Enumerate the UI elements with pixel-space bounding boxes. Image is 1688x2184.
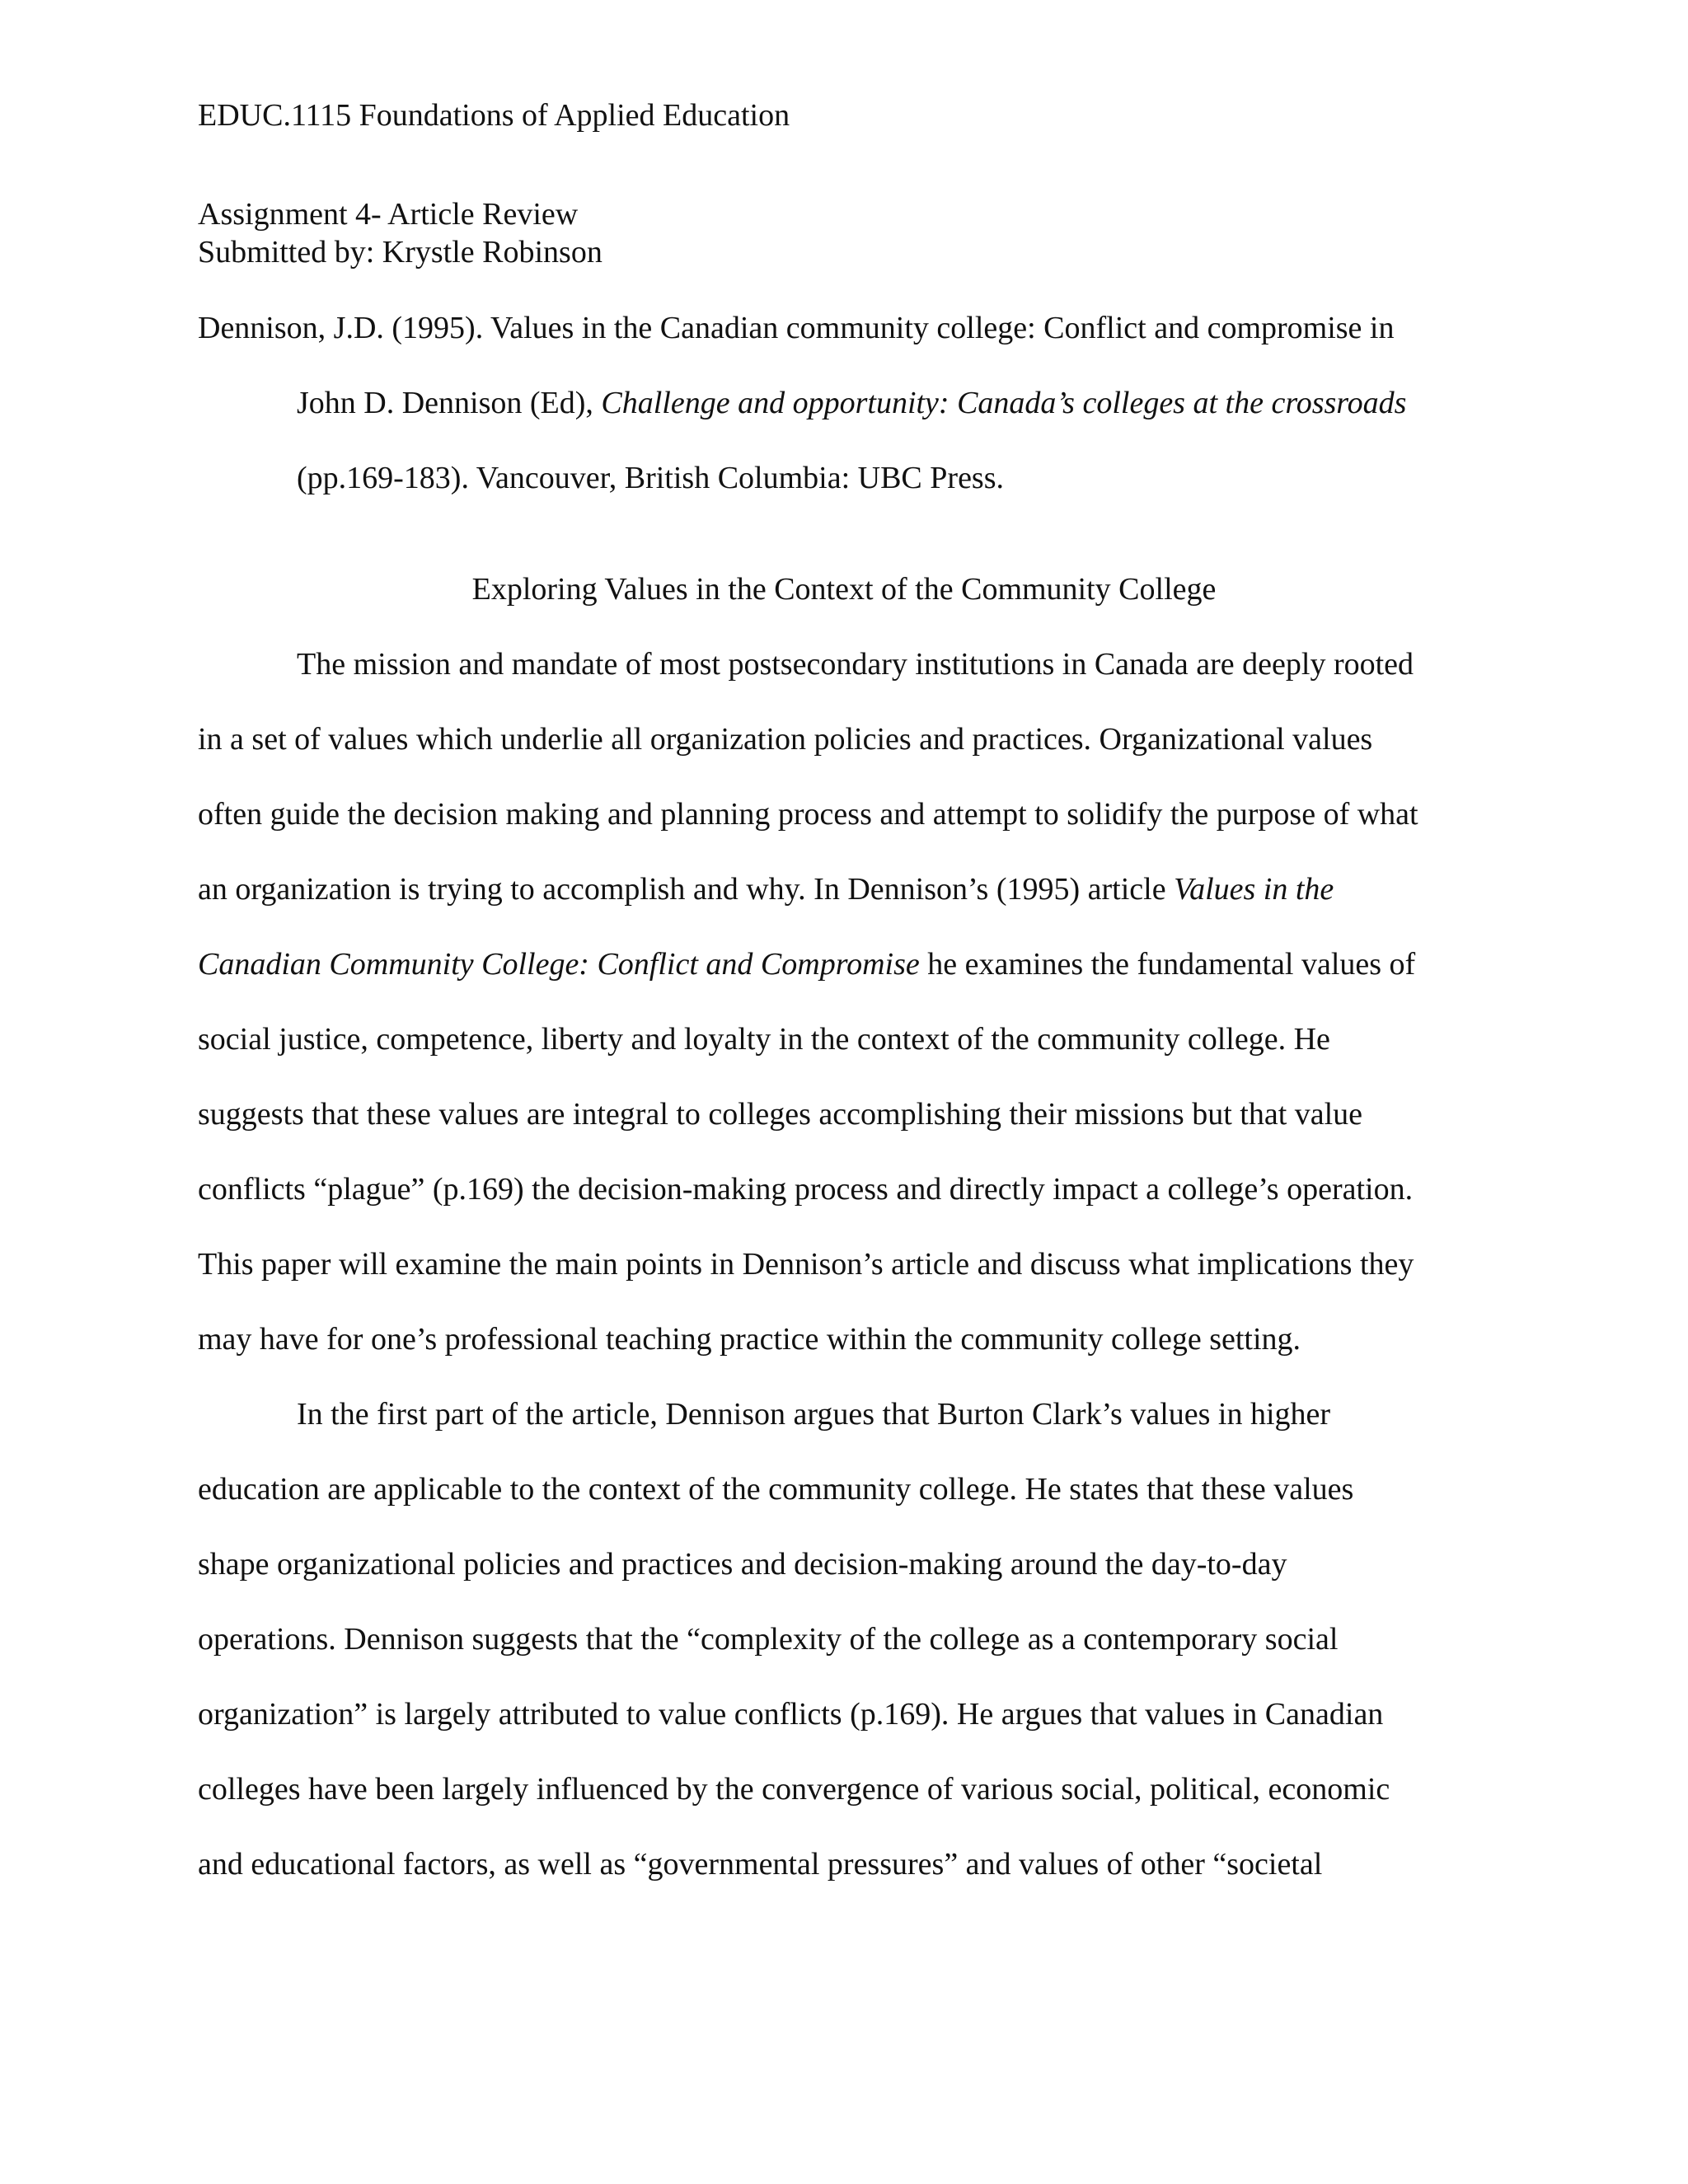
citation-line-1: Dennison, J.D. (1995). Values in the Canadian community college: Conflict and compromise in xyxy=(198,311,1395,345)
paragraph-2-line-4: operations. Dennison suggests that the “complexity of the college as a contemporary social xyxy=(198,1622,1339,1657)
course-title: EDUC.1115 Foundations of Applied Education xyxy=(198,98,790,133)
paragraph-1-line-9: This paper will examine the main points in Dennison’s article and discuss what implications they xyxy=(198,1247,1414,1282)
paragraph-2-line-3: shape organizational policies and practices and decision-making around the day-to-day xyxy=(198,1547,1287,1582)
paragraph-1-line-3: often guide the decision making and planning process and attempt to solidify the purpose of what xyxy=(198,797,1418,832)
citation-line-2 xyxy=(297,385,1406,423)
paragraph-1-line-10: may have for one’s professional teaching practice within the community college setting. xyxy=(198,1322,1301,1357)
article-title-part-2: Canadian Community College: Conflict and Compromise xyxy=(198,947,920,982)
paragraph-2-line-7: and educational factors, as well as “governmental pressures” and values of other “societal xyxy=(198,1847,1323,1882)
submitted-by: Submitted by: Krystle Robinson xyxy=(198,235,603,269)
citation-line-3: (pp.169-183). Vancouver, British Columbia: UBC Press. xyxy=(297,461,1005,495)
paragraph-1-line-4 xyxy=(198,871,1334,909)
paragraph-1-line-7: suggests that these values are integral to colleges accomplishing their missions but that value xyxy=(198,1097,1363,1132)
paragraph-1-line-8: conflicts “plague” (p.169) the decision-making process and directly impact a college’s operation. xyxy=(198,1172,1414,1207)
assignment-title: Assignment 4- Article Review xyxy=(198,197,579,232)
paper-title: Exploring Values in the Context of the Community College xyxy=(471,572,1217,607)
paragraph-2-line-6: colleges have been largely influenced by the convergence of various social, political, economic xyxy=(198,1772,1390,1807)
paragraph-2-line-5: organization” is largely attributed to value conflicts (p.169). He argues that values in Canadian xyxy=(198,1697,1384,1732)
paragraph-1-line-5 xyxy=(198,946,1415,984)
citation-editor: John D. Dennison (Ed), xyxy=(297,386,602,420)
paragraph-1-line-6: social justice, competence, liberty and loyalty in the context of the community college. He xyxy=(198,1022,1330,1057)
paragraph-1-line-5-text: he examines the fundamental values of xyxy=(919,947,1416,982)
paragraph-2-line-1: In the first part of the article, Dennison argues that Burton Clark’s values in higher xyxy=(297,1397,1331,1432)
paragraph-1-line-1: The mission and mandate of most postsecondary institutions in Canada are deeply rooted xyxy=(297,647,1414,682)
paragraph-1-line-2: in a set of values which underlie all organization policies and practices. Organizational values xyxy=(198,722,1373,757)
paragraph-1-line-4-text: an organization is trying to accomplish and why. In Dennison’s (1995) article xyxy=(198,872,1175,907)
paragraph-2-line-2: education are applicable to the context of the community college. He states that these values xyxy=(198,1472,1354,1507)
citation-book-title: Challenge and opportunity: Canada’s colleges at the crossroads xyxy=(601,386,1407,420)
article-title-part-1: Values in the xyxy=(1174,872,1334,907)
